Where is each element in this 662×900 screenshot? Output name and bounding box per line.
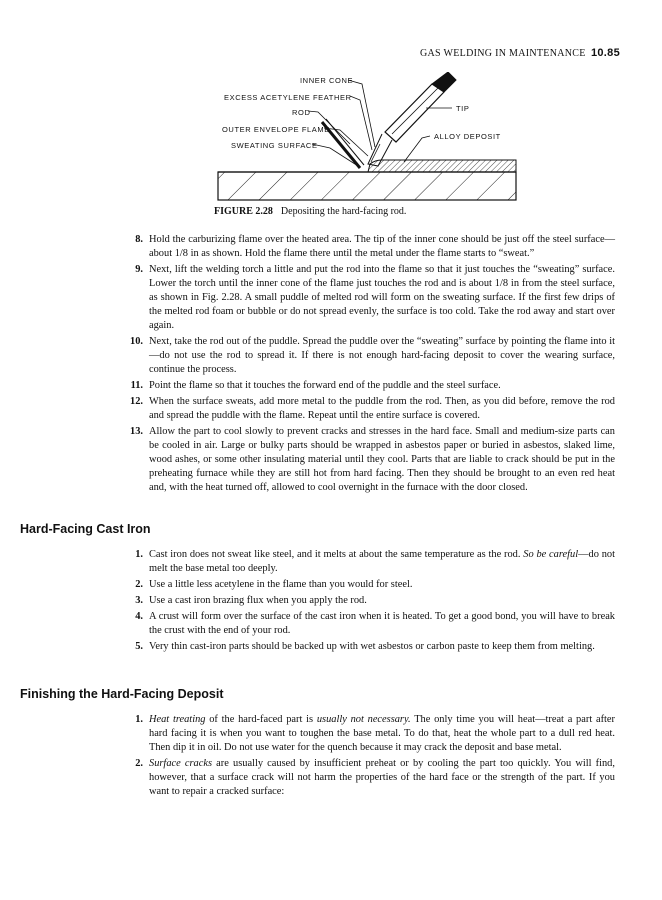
list-item: [118, 425, 615, 495]
item-number: 10.: [130, 336, 143, 347]
item-number: 4.: [135, 611, 143, 622]
item-number: 3.: [135, 595, 143, 606]
item-emphasis: Heat treating: [149, 714, 206, 725]
item-text: Point the flame so that it touches the forward end of the puddle and the steel surface.: [149, 380, 501, 391]
list-item: [118, 263, 615, 333]
label-excess-acetylene-feather: EXCESS ACETYLENE FEATHER: [224, 93, 352, 102]
item-text: When the surface sweats, add more metal to the puddle from the rod. Then, as you did before, remove the rod and spread the puddle with the flame. Repeat until the entire surface is covered.: [149, 396, 615, 421]
fraction: 1/8: [174, 248, 188, 259]
item-text: Cast iron does not sweat like steel, and it melts at about the same temperature as the rod.: [149, 549, 524, 560]
item-number: 5.: [135, 641, 143, 652]
item-number: 2.: [135, 758, 143, 769]
list-item: [118, 548, 615, 576]
item-text: Very thin cast-iron parts should be backed up with wet asbestos or carbon paste to keep them from melting.: [149, 641, 595, 652]
label-tip: TIP: [456, 104, 470, 113]
item-text: are usually caused by insufficient preheat or by cooling the part too quickly. You will find, however, that a surface crack will not harm the properties of the hard face or the strength of the part. If you want to repair a cracked surface:: [149, 758, 615, 797]
figure-2-28: [200, 72, 530, 222]
label-alloy-deposit: ALLOY DEPOSIT: [434, 132, 501, 141]
item-number: 1.: [135, 714, 143, 725]
list-item: [118, 640, 615, 654]
label-rod: ROD: [292, 108, 311, 117]
steps-list: [118, 233, 615, 495]
running-head-title: GAS WELDING IN MAINTENANCE: [420, 48, 586, 59]
item-number: 8.: [135, 234, 143, 245]
label-sweating-surface: SWEATING SURFACE: [231, 141, 318, 150]
running-head: [420, 48, 620, 59]
item-text-cont: The only time you will heat—treat a part after hard facing it is when you want to toughen the base metal. To do that, heat the whole part to a dull red heat. Then dip it in oil. Do not use water for the quench because it may crack the deposit and base metal.: [149, 714, 615, 753]
list-item: [118, 594, 615, 608]
finishing-list: [118, 713, 615, 799]
list-item: [118, 395, 615, 423]
item-text-cont: in as shown. Hold the flame there until the metal under the flame starts to “sweat.”: [187, 248, 535, 259]
list-item: [118, 610, 615, 638]
item-emphasis: Surface cracks: [149, 758, 213, 769]
figure-caption-text: Depositing the hard-facing rod.: [280, 206, 407, 217]
list-item: [118, 335, 615, 377]
base-plate: [218, 172, 516, 200]
figure-caption-label: FIGURE 2.28: [214, 206, 273, 217]
list-item: [118, 578, 615, 592]
item-text: of the hard-faced part is: [205, 714, 317, 725]
section-title-finishing-deposit: Finishing the Hard-Facing Deposit: [20, 687, 224, 701]
item-text-cont: —do not melt the base metal too deeply.: [149, 549, 615, 574]
label-inner-cone: INNER CONE: [300, 76, 354, 85]
item-number: 1.: [135, 549, 143, 560]
item-text: Hold the carburizing flame over the heated area. The tip of the inner cone should be just off the steel surface—about: [149, 234, 615, 259]
item-number: 13.: [130, 426, 143, 437]
list-item: [118, 233, 615, 261]
item-text: Next, take the rod out of the puddle. Spread the puddle over the “sweating” surface by pointing the flame into it—do not use the rod to spread it. If there is not enough hard-facing deposit to cover the wearing surface, continue the process.: [149, 336, 615, 375]
item-text: Allow the part to cool slowly to prevent cracks and stresses in the hard face. Small and medium-size parts can be cooled in air. Large or bulky parts should be wrapped in asbestos paper or buried in asbestos, slaked lime, wood ashes, or some other insulating material until they cool. Parts that are liable to crack should be put in the preheating furnace while they are still hot from hard facing. Then they should be brought to an even red heat and, with the heat turned off, allowed to cool overnight in the furnace with the door closed.: [149, 426, 615, 493]
list-item: [118, 713, 615, 755]
section-title-hard-facing-cast-iron: Hard-Facing Cast Iron: [20, 522, 151, 536]
item-text: Use a cast iron brazing flux when you apply the rod.: [149, 595, 367, 606]
item-text: Next, lift the welding torch a little and put the rod into the flame so that it just touches the “sweating” surface. Lower the torch until the inner cone of the flame just touches the rod and is about: [149, 264, 615, 289]
item-emphasis: So be careful: [523, 549, 579, 560]
alloy-deposit-layer: [368, 160, 516, 172]
item-number: 9.: [135, 264, 143, 275]
item-emphasis-2: usually not necessary.: [316, 714, 411, 725]
item-number: 11.: [130, 380, 143, 391]
item-text-cont: in from the steel surface, as shown in Fig. 2.28. A small puddle of melted rod will form on the sweating surface. If the first few drips of the melted rod foam or bubble or do not spread evenly, the surface is too cold. Take the rod away and start over again.: [149, 278, 615, 331]
list-item: [118, 379, 615, 393]
page-number: 10.85: [590, 47, 620, 59]
label-outer-envelope-flame: OUTER ENVELOPE FLAME: [222, 125, 330, 134]
item-number: 12.: [130, 396, 143, 407]
figure-caption: [214, 206, 406, 217]
item-text: A crust will form over the surface of the cast iron when it is heated. To get a good bond, you will have to break the crust with the end of your rod.: [149, 611, 615, 636]
list-item: [118, 757, 615, 799]
item-number: 2.: [135, 579, 143, 590]
fraction: 1/8: [494, 278, 509, 289]
cast-iron-list: [118, 548, 615, 654]
item-text: Use a little less acetylene in the flame than you would for steel.: [149, 579, 413, 590]
